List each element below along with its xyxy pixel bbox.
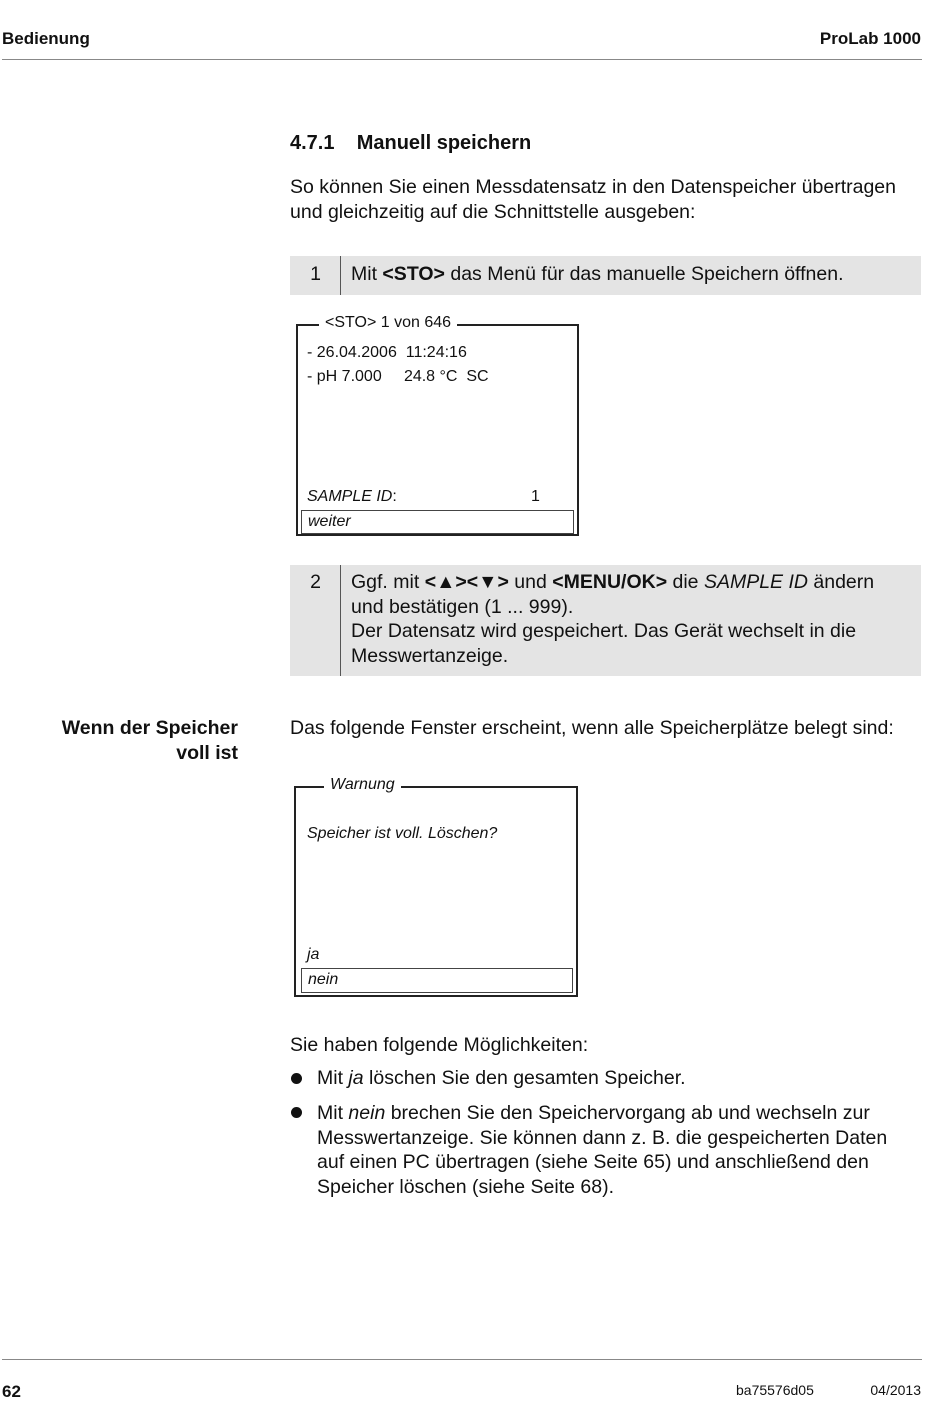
option-ja-text: Mit ja löschen Sie den gesamten Speicher. (317, 1067, 686, 1089)
doc-id: ba75576d05 (736, 1382, 814, 1398)
nein-label: nein (308, 971, 339, 988)
sto-display (296, 314, 579, 536)
doc-date: 04/2013 (870, 1382, 921, 1398)
footer-rule (2, 1359, 922, 1360)
step-number: 2 (310, 571, 321, 593)
weiter-label: weiter (308, 513, 351, 530)
step-divider (340, 565, 341, 676)
bullet-icon (291, 1073, 302, 1084)
weiter-option[interactable] (301, 510, 574, 534)
warning-display (294, 776, 578, 997)
header-product: ProLab 1000 (819, 29, 921, 48)
step-divider (340, 256, 341, 295)
nein-option[interactable] (301, 968, 573, 993)
page-number: 62 (2, 1382, 21, 1401)
step-2 (290, 565, 921, 676)
sample-id-value: 1 (531, 488, 540, 505)
display-measurement: - pH 7.000 24.8 °C SC (307, 368, 489, 385)
step-text: Mit <STO> das Menü für das manuelle Speichern öffnen. (351, 263, 844, 285)
display-title: <STO> 1 von 646 (319, 314, 457, 332)
section-title: 4.7.1 Manuell speichern (290, 132, 532, 154)
bullet-icon (291, 1107, 302, 1118)
options-intro: Sie haben folgende Möglichkeiten: (290, 1034, 589, 1056)
option-nein-text: Mit nein brechen Sie den Speichervorgang ab und wechseln zur Messwertanzeige. Sie können dann z. B. die gespeicherten Daten auf einen PC übertragen (siehe Seite 65) und anschließend den Speicher löschen (siehe Seite 68). (317, 1102, 888, 1198)
step-1 (290, 256, 921, 295)
display-title: Warnung (324, 776, 401, 794)
warning-message: Speicher ist voll. Löschen? (307, 825, 498, 842)
full-memory-intro: Das folgende Fenster erscheint, wenn alle Speicherplätze belegt sind: (290, 717, 894, 739)
intro-paragraph: So können Sie einen Messdatensatz in den Datenspeicher übertragen und gleichzeitig auf die Schnittstelle ausgeben: (290, 176, 896, 223)
sample-id-label: SAMPLE ID: (307, 488, 397, 505)
ja-option[interactable]: ja (307, 946, 320, 963)
step-number: 1 (310, 263, 321, 285)
display-datetime: - 26.04.2006 11:24:16 (307, 344, 467, 361)
header-rule (2, 59, 922, 60)
side-heading: Wenn der Speicher voll ist (61, 717, 238, 764)
step-text: Ggf. mit <▲><▼> und <MENU/OK> die SAMPLE ID ändern und bestätigen (1 ... 999). Der Datensatz wird gespeichert. Das Gerät wechselt in die Messwertanzeige. (351, 571, 875, 667)
header-section: Bedienung (2, 29, 90, 48)
